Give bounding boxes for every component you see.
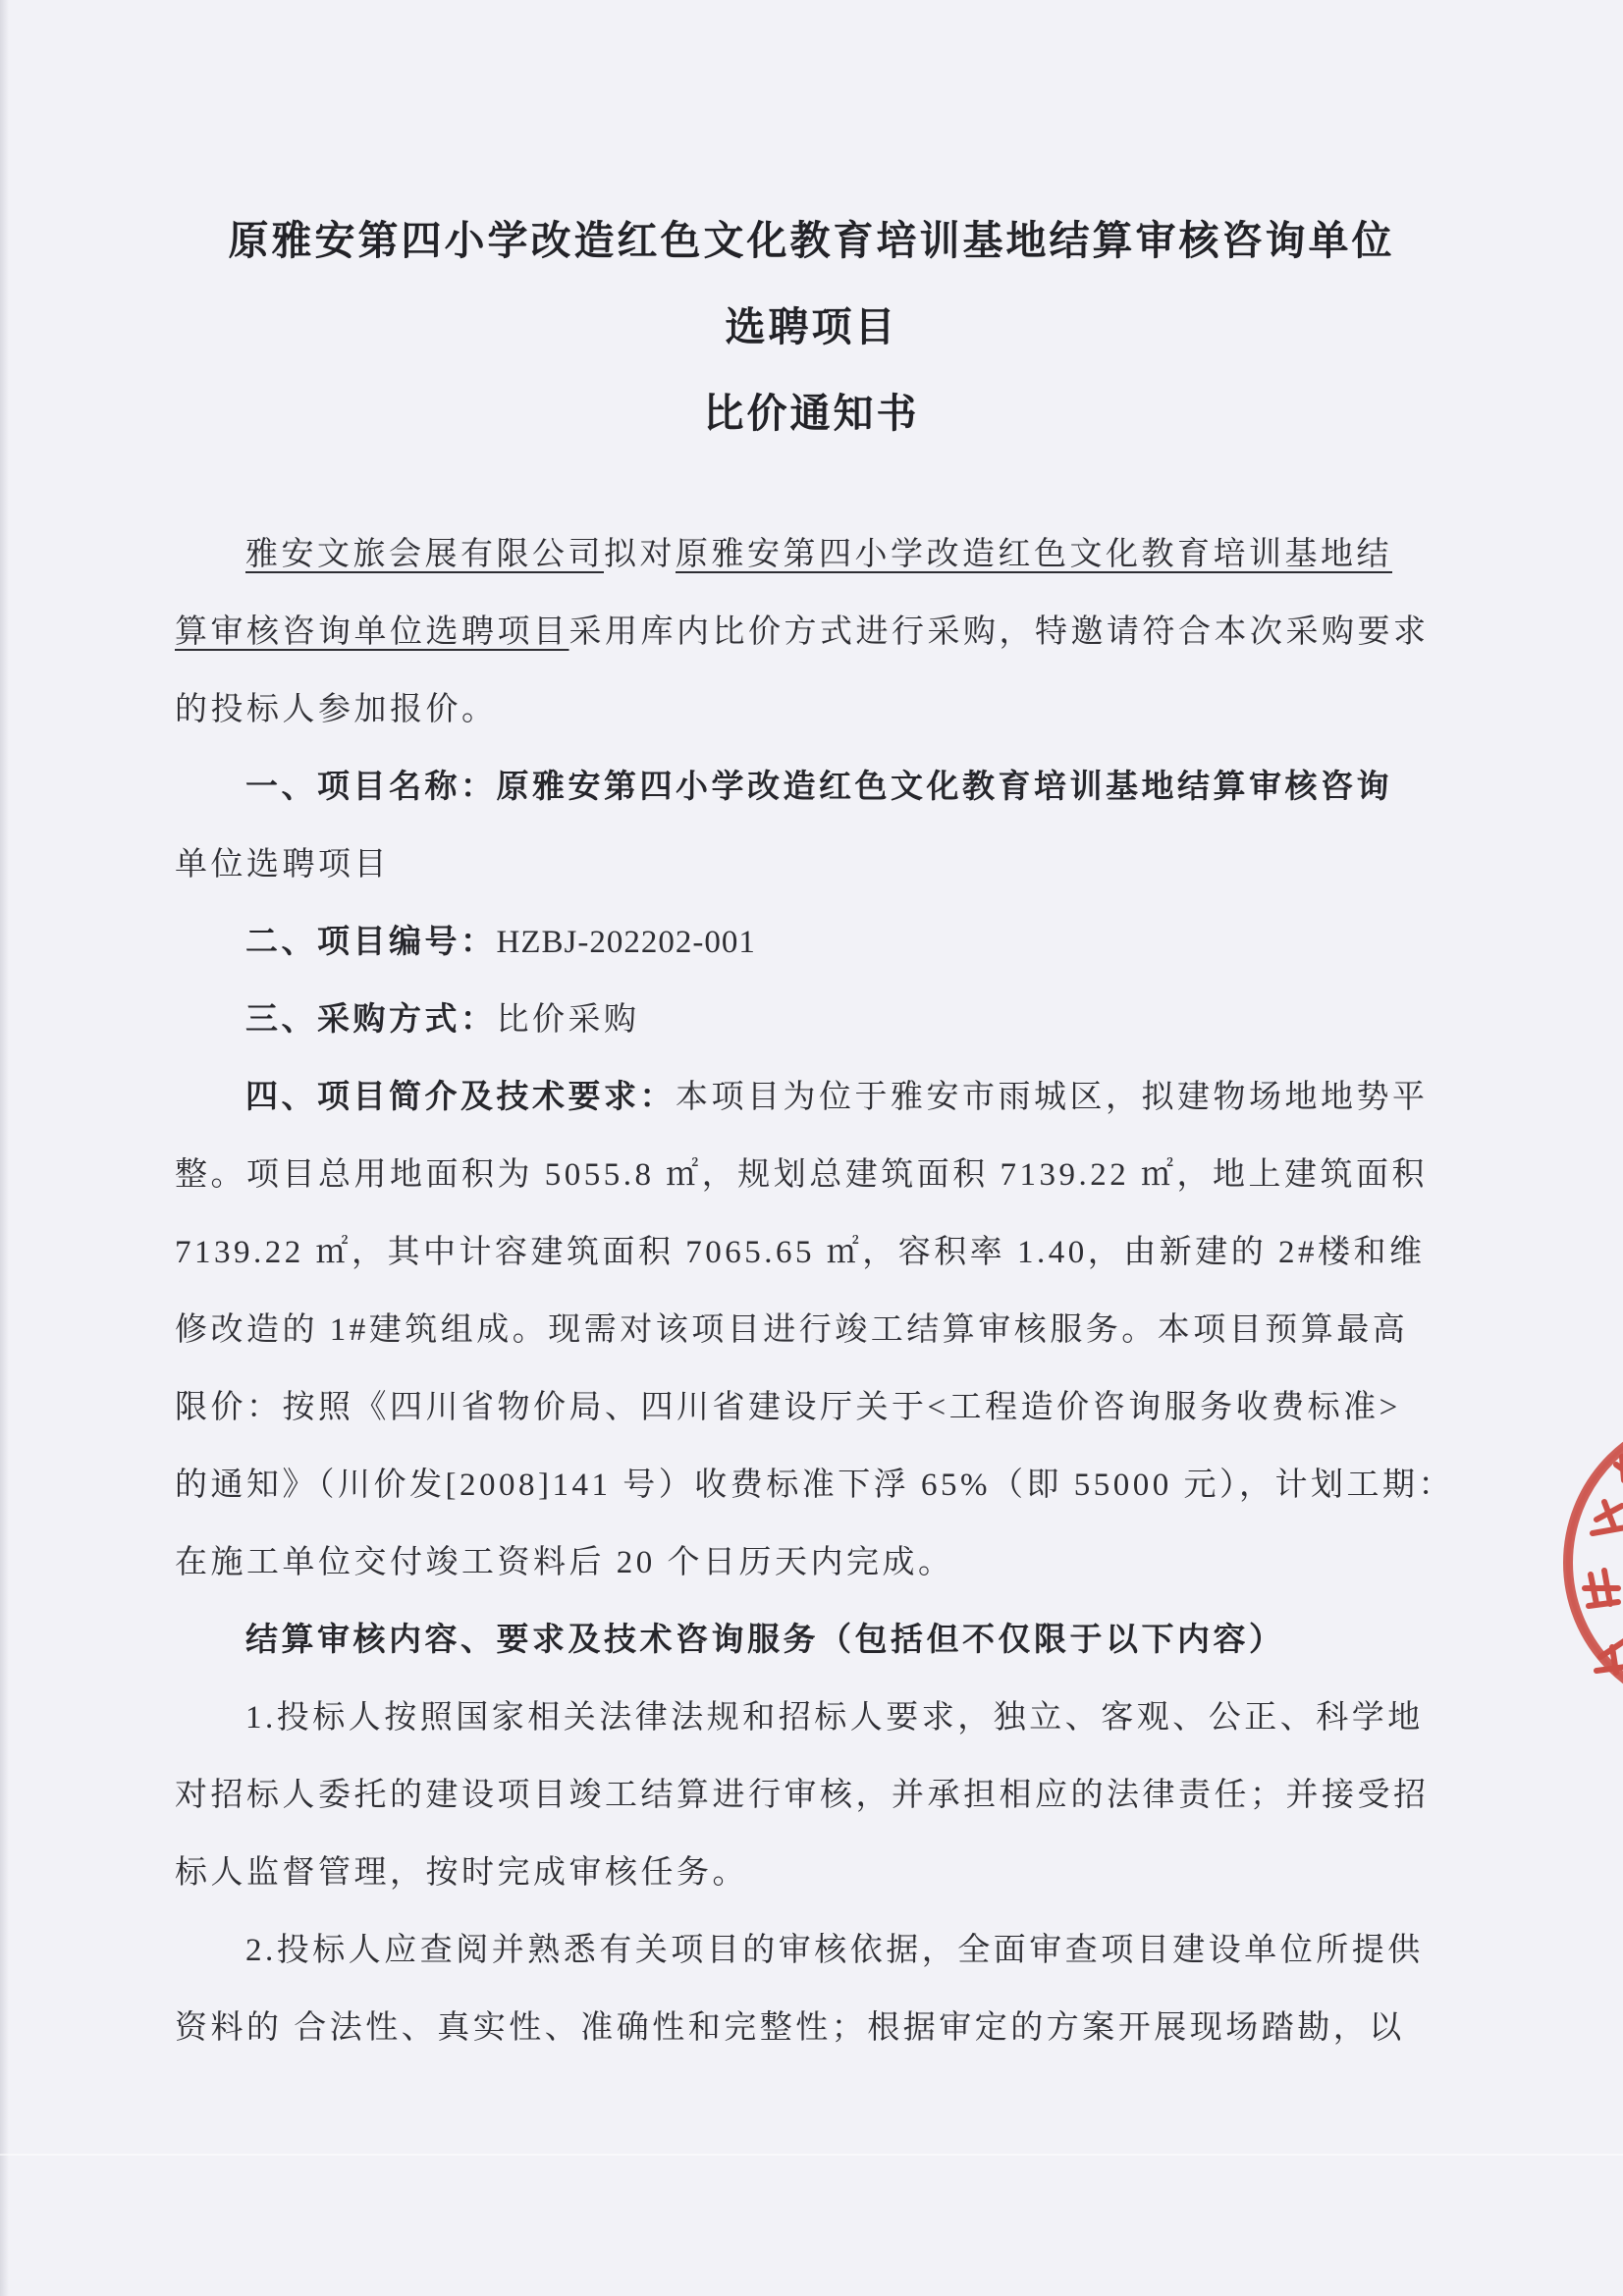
body-line xyxy=(175,827,1481,904)
body-line xyxy=(175,1990,1481,2067)
underlined-text: 雅安文旅会展有限公司 xyxy=(245,537,604,572)
title-line-2: 选聘项目 xyxy=(725,304,898,349)
procurement-method-value: 比价采购 xyxy=(496,1002,640,1038)
heading-text: 一、项目名称：原雅安第四小学改造红色文化教育培训基地结算审核咨询 xyxy=(245,770,1392,805)
heading-label: 三、采购方式： xyxy=(245,1002,497,1038)
heading-label: 二、项目编号： xyxy=(245,925,497,960)
body-line xyxy=(175,671,1481,749)
body-text: 采用库内比价方式进行采购，特邀请符合本次采购要求 xyxy=(568,614,1430,650)
body-line xyxy=(175,594,1481,671)
body-text: 资料的 合法性、真实性、准确性和完整性；根据审定的方案开展现场踏勘，以 xyxy=(175,2010,1405,2046)
project-number-value: HZBJ-202202-001 xyxy=(496,925,756,960)
body-line xyxy=(175,1292,1481,1369)
section-heading-project-intro xyxy=(175,1059,1481,1137)
body-line xyxy=(175,516,1481,594)
body-text: 整。项目总用地面积为 5055.8 ㎡，规划总建筑面积 7139.22 ㎡，地上建筑面积 xyxy=(175,1157,1428,1193)
body-text: 标人监督管理，按时完成审核任务。 xyxy=(175,1855,748,1891)
body-text: 修改造的 1#建筑组成。现需对该项目进行竣工结算审核服务。本项目预算最高 xyxy=(175,1312,1409,1348)
title-line-1: 原雅安第四小学改造红色文化教育培训基地结算审核咨询单位 xyxy=(228,218,1395,263)
section-heading-project-name xyxy=(175,749,1481,827)
body-text: 限价：按照《四川省物价局、四川省建设厅关于<工程造价咨询服务收费标准> xyxy=(175,1390,1401,1425)
scan-artifact-line xyxy=(0,2154,1623,2156)
heading-text: 结算审核内容、要求及技术咨询服务（包括但不仅限于以下内容） xyxy=(245,1623,1285,1658)
underlined-text: 原雅安第四小学改造红色文化教育培训基地结 xyxy=(676,537,1392,572)
body-text: 拟对 xyxy=(604,537,676,572)
body-text: 单位选聘项目 xyxy=(175,847,390,882)
body-line xyxy=(175,1524,1481,1602)
body-line xyxy=(175,1369,1481,1447)
heading-label: 四、项目简介及技术要求： xyxy=(245,1080,676,1115)
body-line xyxy=(175,1835,1481,1912)
document-title xyxy=(0,197,1623,456)
section-heading-procurement-method xyxy=(175,982,1481,1059)
document-body xyxy=(175,516,1481,2067)
body-text: 在施工单位交付竣工资料后 20 个日历天内完成。 xyxy=(175,1545,954,1580)
body-text: 7139.22 ㎡，其中计容建筑面积 7065.65 ㎡，容积率 1.40，由新建的 2#楼和维 xyxy=(175,1235,1426,1270)
body-text: 2.投标人应查阅并熟悉有关项目的审核依据，全面审查项目建设单位所提供 xyxy=(245,1933,1424,1968)
body-line xyxy=(175,1214,1481,1292)
body-line xyxy=(175,1912,1481,1990)
company-seal-stamp xyxy=(1502,1414,1623,1708)
body-text: 本项目为位于雅安市雨城区，拟建物场地地势平 xyxy=(676,1080,1429,1115)
document-subtitle: 比价通知书 xyxy=(703,391,920,436)
body-text: 的投标人参加报价。 xyxy=(175,692,498,727)
body-line xyxy=(175,1757,1481,1835)
body-text: 1.投标人按照国家相关法律法规和招标人要求，独立、客观、公正、科学地 xyxy=(245,1700,1424,1735)
body-line xyxy=(175,1447,1481,1524)
section-heading-project-number xyxy=(175,904,1481,982)
body-text: 对招标人委托的建设项目竣工结算进行审核，并承担相应的法律责任；并接受招 xyxy=(175,1778,1430,1813)
underlined-text: 算审核咨询单位选聘项目 xyxy=(175,614,569,650)
body-line xyxy=(175,1137,1481,1214)
section-heading-audit-scope xyxy=(175,1602,1481,1680)
body-text: 的通知》（川价发[2008]141 号）收费标准下浮 65%（即 55000 元），计划工期： xyxy=(175,1468,1454,1503)
body-line xyxy=(175,1680,1481,1757)
